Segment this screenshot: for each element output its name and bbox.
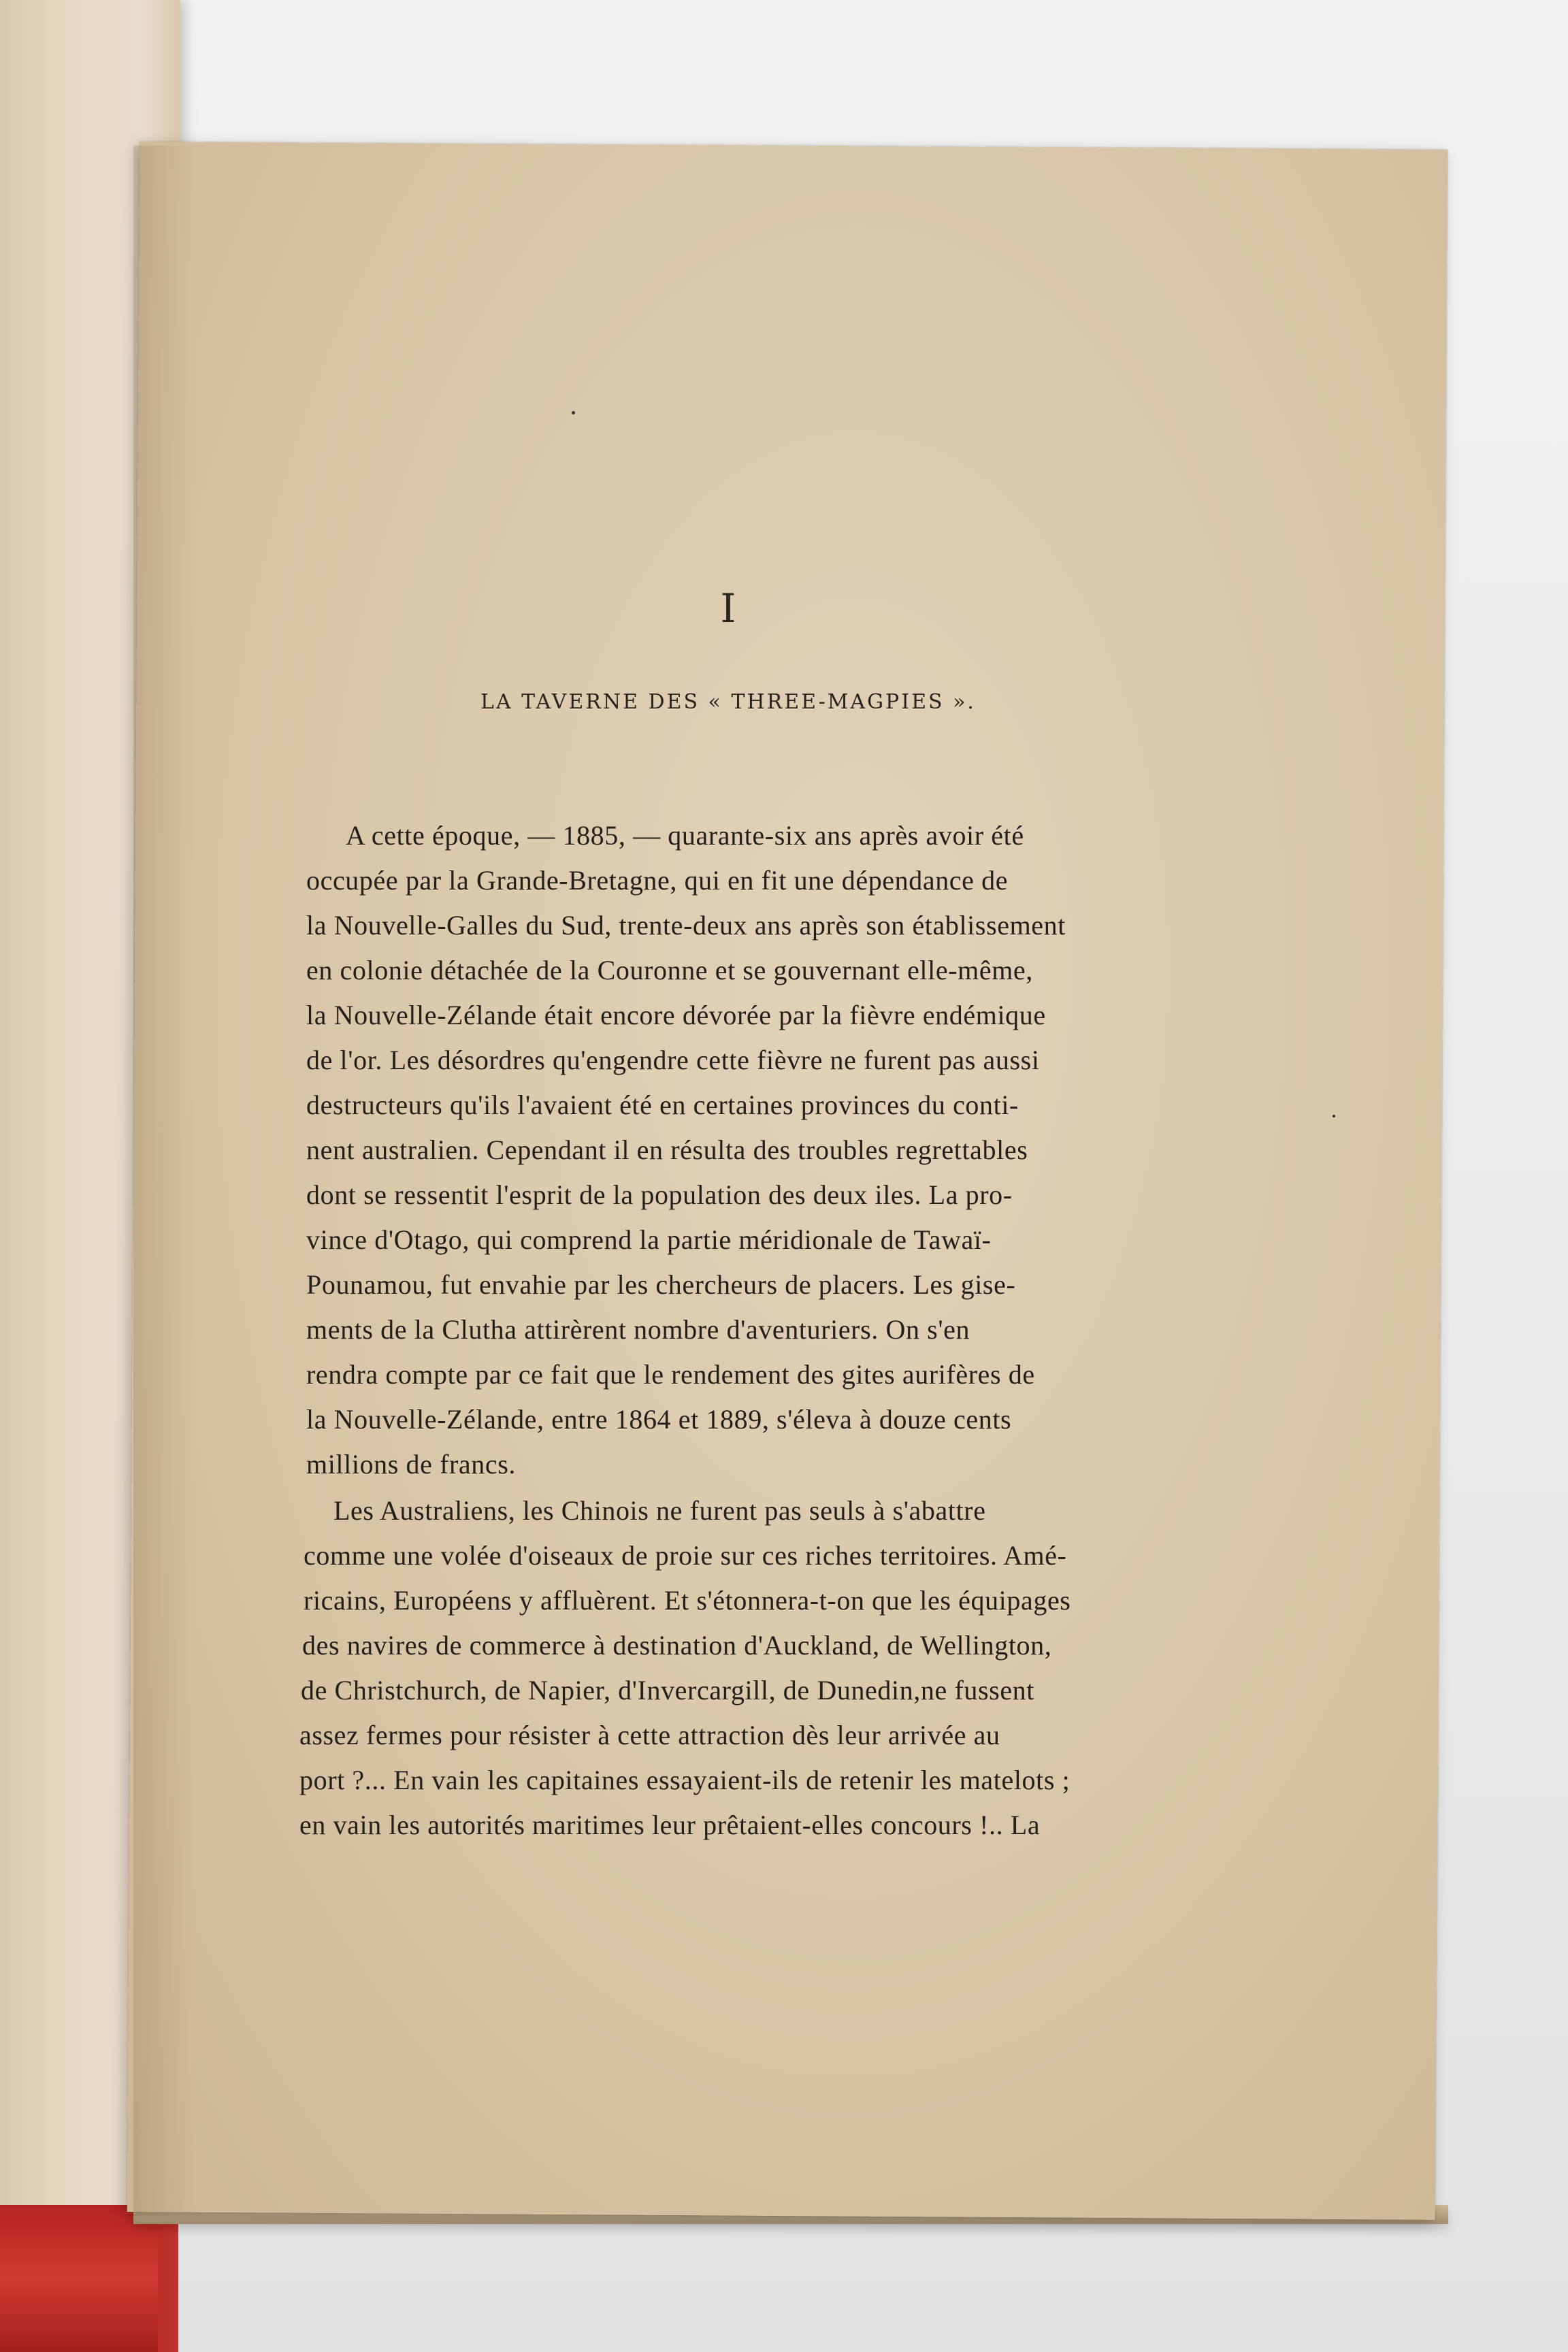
ink-speck	[1333, 1115, 1335, 1117]
ink-speck	[572, 411, 575, 414]
paragraph-line: la Nouvelle-Galles du Sud, trente-deux ans après son établissement	[306, 910, 1066, 941]
paragraph-line: Les Australiens, les Chinois ne furent pas seuls à s'abattre	[333, 1495, 986, 1526]
paragraph-line: rendra compte par ce fait que le rendement des gites aurifères de	[306, 1359, 1035, 1390]
paragraph-line: Pounamou, fut envahie par les chercheurs de placers. Les gise-	[306, 1269, 1016, 1300]
chapter-number: I	[720, 585, 736, 632]
paragraph-line: assez fermes pour résister à cette attraction dès leur arrivée au	[299, 1720, 1000, 1750]
paragraph-line: comme une volée d'oiseaux de proie sur ces riches territoires. Amé-	[304, 1540, 1067, 1571]
paragraph-line: en colonie détachée de la Couronne et se gouvernant elle-même,	[306, 955, 1033, 985]
paragraph-line: la Nouvelle-Zélande était encore dévorée par la fièvre endémique	[306, 1000, 1046, 1030]
paragraph-line: destructeurs qu'ils l'avaient été en certaines provinces du conti-	[306, 1090, 1019, 1120]
paragraph-line: des navires de commerce à destination d'Auckland, de Wellington,	[302, 1630, 1052, 1661]
paragraph-line: nent australien. Cependant il en résulta des troubles regrettables	[306, 1134, 1028, 1165]
paragraph-line: de l'or. Les désordres qu'engendre cette fièvre ne furent pas aussi	[306, 1045, 1040, 1075]
paragraph-line: dont se ressentit l'esprit de la population des deux iles. La pro-	[306, 1179, 1013, 1210]
chapter-title: LA TAVERNE DES « THREE-MAGPIES ».	[480, 690, 976, 714]
paragraph-line: en vain les autorités maritimes leur prêtaient-elles concours !.. La	[299, 1810, 1041, 1840]
paragraph-line: occupée par la Grande-Bretagne, qui en fit une dépendance de	[306, 865, 1009, 896]
paragraph-line: ricains, Européens y affluèrent. Et s'étonnera-t-on que les équipages	[304, 1585, 1071, 1616]
paragraph-line: A cette époque, — 1885, — quarante-six ans après avoir été	[346, 820, 1024, 851]
paragraph-line: la Nouvelle-Zélande, entre 1864 et 1889, s'éleva à douze cents	[306, 1404, 1012, 1435]
paragraph-line: millions de francs.	[306, 1449, 517, 1480]
paragraph-line: ments de la Clutha attirèrent nombre d'aventuriers. On s'en	[306, 1314, 970, 1345]
paragraph-line: de Christchurch, de Napier, d'Invercargill, de Dunedin,ne fussent	[301, 1675, 1034, 1705]
paragraph-line: port ?... En vain les capitaines essayaient-ils de retenir les matelots ;	[299, 1765, 1071, 1795]
paragraph-line: vince d'Otago, qui comprend la partie méridionale de Tawaï-	[306, 1224, 992, 1255]
